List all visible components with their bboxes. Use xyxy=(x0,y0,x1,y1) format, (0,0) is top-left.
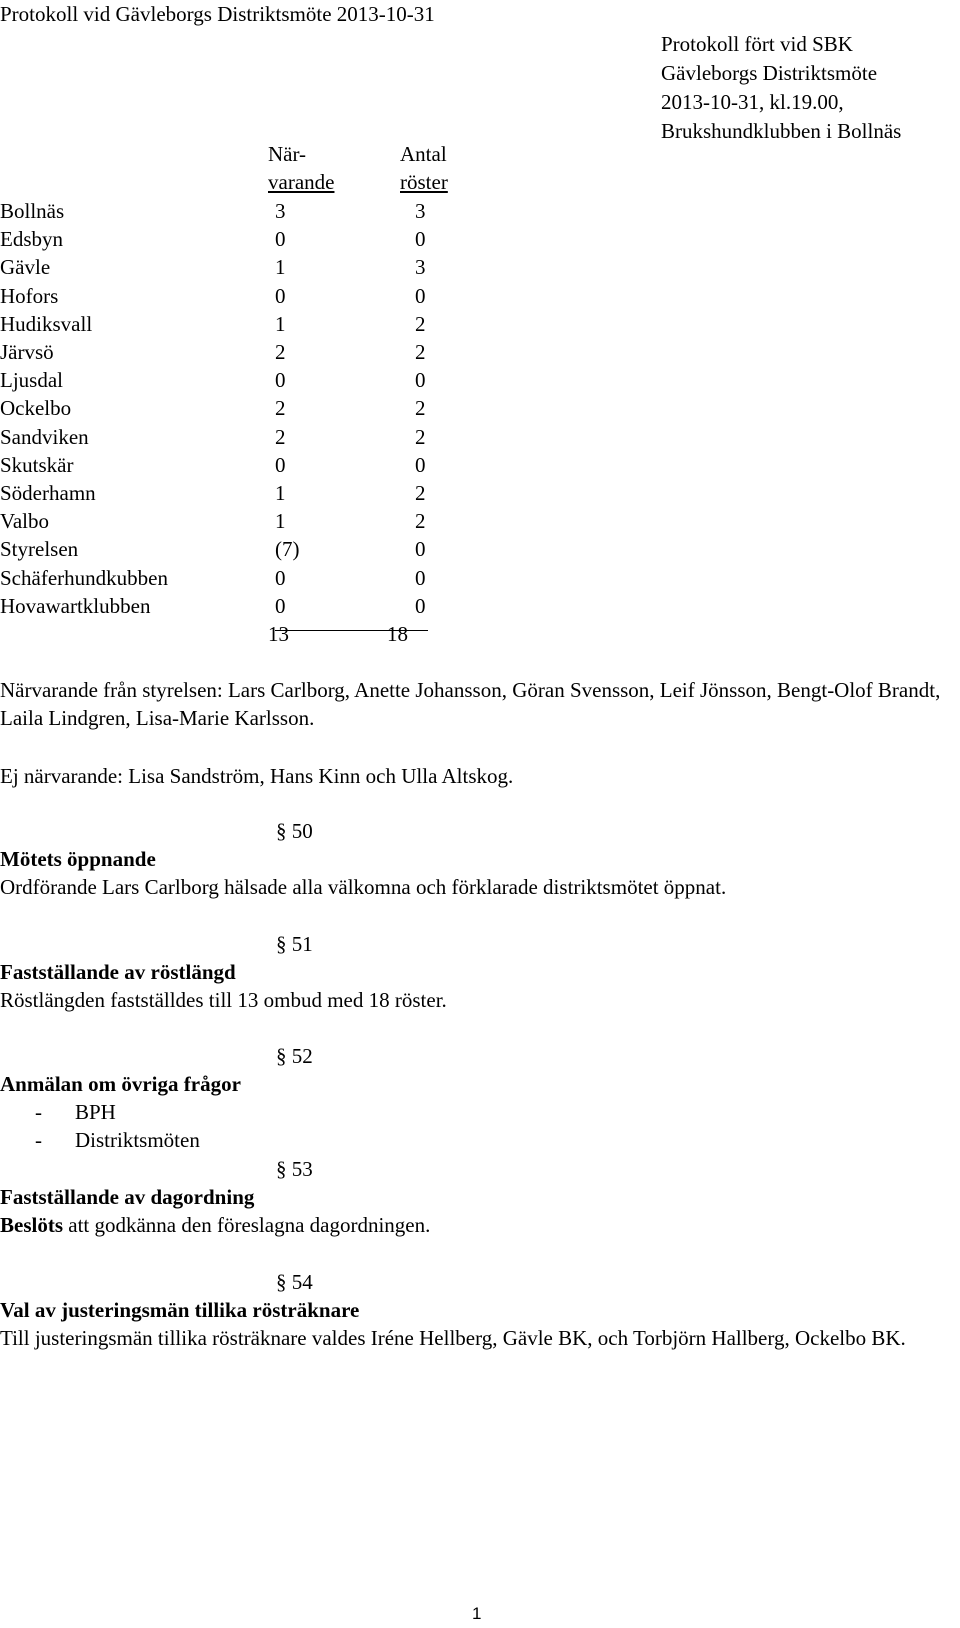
present-count: 2 xyxy=(275,340,286,364)
table-row xyxy=(0,479,500,507)
club-name: Bollnäs xyxy=(0,199,65,223)
vote-count: 3 xyxy=(415,199,426,223)
present-count: 0 xyxy=(275,565,286,590)
list-item: - Distriktsmöten xyxy=(35,1128,200,1152)
vote-count: 2 xyxy=(415,396,426,421)
club-name: Hudiksvall xyxy=(0,311,93,336)
section-title: Fastställande av röstlängd xyxy=(0,960,236,984)
protocol-info-line: 2013-10-31, kl.19.00, xyxy=(661,90,844,114)
present-count: 1 xyxy=(275,509,286,534)
vote-count: 0 xyxy=(415,283,426,308)
club-name: Järvsö xyxy=(0,340,54,364)
vote-count: 0 xyxy=(415,565,426,590)
club-name: Edsbyn xyxy=(0,227,63,252)
section-title: Fastställande av dagordning xyxy=(0,1185,255,1209)
section-text: Röstlängden fastställdes till 13 ombud med 18 röster. xyxy=(0,988,447,1012)
table-row xyxy=(0,310,500,338)
present-count: (7) xyxy=(275,537,300,562)
absent-text: Ej närvarande: Lisa Sandström, Hans Kinn och Ulla Altskog. xyxy=(0,764,514,788)
table-row xyxy=(0,592,500,620)
section-text: Till justeringsmän tillika rösträknare valdes Iréne Hellberg, Gävle BK, och Torbjörn Hallberg, Ockelbo BK. xyxy=(0,1326,906,1350)
section-text: Ordförande Lars Carlborg hälsade alla välkomna och förklarade distriktsmötet öppnat. xyxy=(0,875,727,899)
present-count: 2 xyxy=(275,424,286,449)
protocol-info-line: Gävleborgs Distriktsmöte xyxy=(661,61,878,85)
present-header-line1: När- xyxy=(268,142,307,166)
club-name: Schäferhundkubben xyxy=(0,565,168,590)
table-row xyxy=(0,394,500,422)
present-count: 1 xyxy=(275,255,286,280)
table-row xyxy=(0,366,500,394)
present-count: 1 xyxy=(275,481,286,505)
vote-count: 0 xyxy=(415,537,426,562)
section-number: § 50 xyxy=(276,819,313,843)
section-text: Beslöts att godkänna den föreslagna dagordningen. xyxy=(0,1213,431,1237)
vote-count: 2 xyxy=(415,340,426,364)
vote-count: 2 xyxy=(415,481,426,505)
club-name: Styrelsen xyxy=(0,537,79,562)
club-name: Ljusdal xyxy=(0,368,63,393)
club-name: Gävle xyxy=(0,255,51,280)
present-count: 3 xyxy=(275,199,286,223)
vote-count: 0 xyxy=(415,452,426,477)
table-row xyxy=(0,423,500,451)
present-count: 0 xyxy=(275,368,286,393)
present-count: 0 xyxy=(275,593,286,618)
vote-count: 3 xyxy=(415,255,426,280)
present-count: 0 xyxy=(275,227,286,252)
club-name: Söderhamn xyxy=(0,481,96,505)
section-number: § 53 xyxy=(276,1157,313,1181)
table-row xyxy=(0,253,500,281)
section-title: Anmälan om övriga frågor xyxy=(0,1072,241,1096)
club-name: Ockelbo xyxy=(0,396,72,421)
club-name: Valbo xyxy=(0,509,49,534)
section-number: § 52 xyxy=(276,1044,313,1068)
vote-count: 0 xyxy=(415,368,426,393)
section-title: Val av justeringsmän tillika rösträknare xyxy=(0,1298,360,1322)
protocol-info-line: Protokoll fört vid SBK xyxy=(661,32,853,56)
table-row xyxy=(0,225,500,253)
vote-count: 2 xyxy=(415,509,426,534)
vote-count: 2 xyxy=(415,424,426,449)
vote-count: 0 xyxy=(415,593,426,618)
total-votes: 18 xyxy=(387,622,408,646)
present-header-line2: varande xyxy=(268,170,335,194)
club-name: Hofors xyxy=(0,283,59,308)
list-item: - BPH xyxy=(35,1100,116,1124)
page-number: 1 xyxy=(472,1604,482,1623)
table-row xyxy=(0,507,500,535)
vote-count: 2 xyxy=(415,311,426,336)
club-name: Skutskär xyxy=(0,452,74,477)
present-count: 0 xyxy=(275,283,286,308)
protocol-info-line: Brukshundklubben i Bollnäs xyxy=(661,119,902,143)
section-number: § 54 xyxy=(276,1270,313,1294)
votes-header-line2: röster xyxy=(400,170,448,194)
club-name: Sandviken xyxy=(0,424,89,449)
table-row xyxy=(0,338,500,366)
present-count: 2 xyxy=(275,396,286,421)
present-board-text: Närvarande från styrelsen: Lars Carlborg, Anette Johansson, Göran Svensson, Leif Jönsson, Bengt-Olof Brandt, Laila Lindgren, Lisa-Marie Karlsson. xyxy=(0,678,941,730)
table-row xyxy=(0,282,500,310)
table-row xyxy=(0,564,500,592)
club-name: Hovawartklubben xyxy=(0,593,151,618)
section-number: § 51 xyxy=(276,932,313,956)
document-title: Protokoll vid Gävleborgs Distriktsmöte 2013-10-31 xyxy=(0,2,435,26)
present-count: 0 xyxy=(275,452,286,477)
table-row xyxy=(0,197,500,225)
table-row xyxy=(0,451,500,479)
total-present: 13 xyxy=(268,622,289,646)
present-count: 1 xyxy=(275,311,286,336)
protocol-info xyxy=(661,30,901,146)
vote-count: 0 xyxy=(415,227,426,252)
votes-header-line1: Antal xyxy=(400,142,447,166)
table-row xyxy=(0,535,500,563)
section-title: Mötets öppnande xyxy=(0,847,156,871)
